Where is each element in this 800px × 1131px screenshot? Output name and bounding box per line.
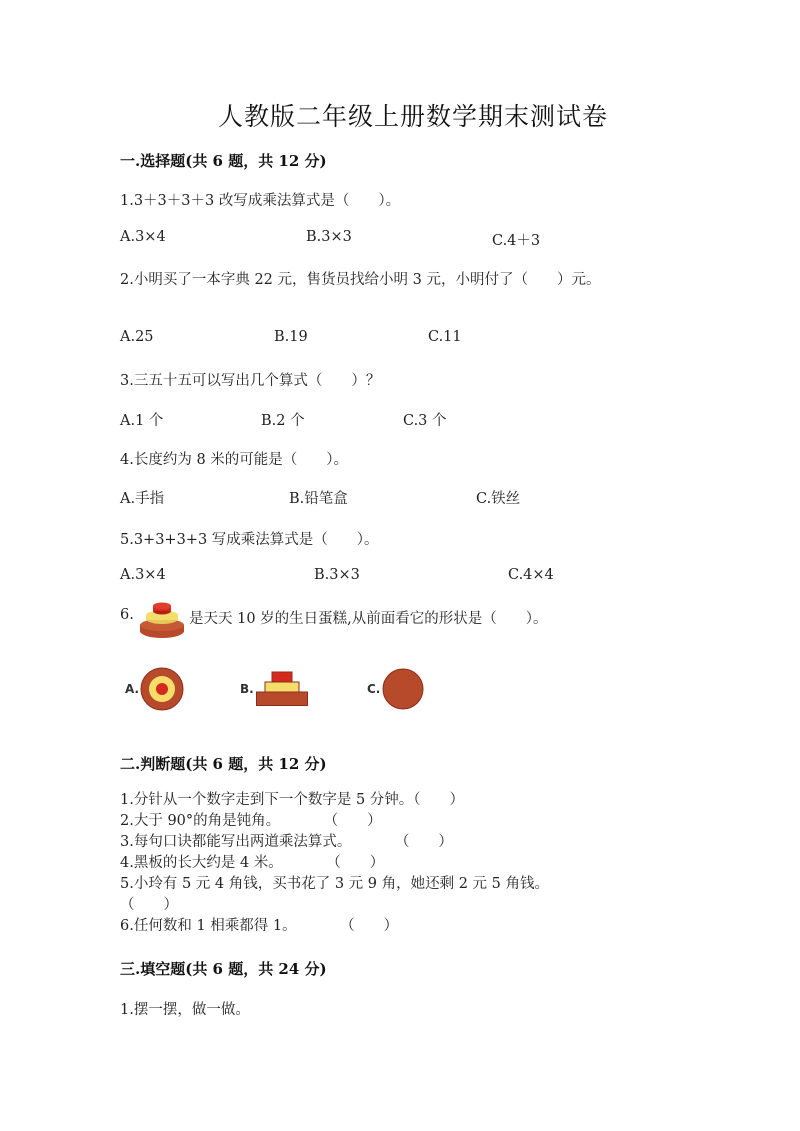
judge-item-6: 6.任何数和 1 相乘都得 1。 （ ） [120, 918, 399, 934]
option-6c-circle [382, 668, 424, 710]
page-title: 人教版二年级上册数学期末测试卷 [218, 102, 609, 131]
judge-item-4: 4.黑板的长大约是 4 米。 （ ） [120, 855, 385, 871]
question-5: 5.3+3+3+3 写成乘法算式是（ ）。 [120, 532, 379, 548]
option-4b: B.铅笔盒 [289, 491, 348, 507]
option-2c: C.11 [428, 329, 462, 345]
option-3b: B.2 个 [261, 413, 305, 429]
option-6c-label: C. [367, 682, 381, 696]
judge-item-5: 5.小玲有 5 元 4 角钱，买书花了 3 元 9 角，她还剩 2 元 5 角钱。 [120, 876, 549, 892]
question-3: 3.三五十五可以写出几个算式（ ）？ [120, 373, 381, 389]
option-1c: C.4＋3 [492, 233, 541, 249]
option-3c: C.3 个 [403, 413, 447, 429]
question-1: 1.3＋3＋3＋3 改写成乘法算式是（ ）。 [120, 193, 401, 209]
question-6-number: 6. [120, 607, 134, 623]
question-4: 4.长度约为 8 米的可能是（ ）。 [120, 452, 349, 468]
option-5a: A.3×4 [120, 567, 166, 583]
section-heading-choice: 一.选择题(共 6 题，共 12 分) [120, 152, 327, 170]
option-6b-label: B. [240, 682, 254, 696]
option-1a: A.3×4 [120, 229, 166, 245]
option-4c: C.铁丝 [476, 491, 521, 507]
option-4a: A.手指 [120, 491, 165, 507]
section-heading-judge: 二.判断题(共 6 题，共 12 分) [120, 755, 327, 773]
option-5c: C.4×4 [508, 567, 554, 583]
option-5b: B.3×3 [314, 567, 360, 583]
judge-item-2: 2.大于 90°的角是钝角。 （ ） [120, 813, 382, 829]
question-2: 2.小明买了一本字典 22 元，售货员找给小明 3 元，小明付了（ ）元。 [120, 272, 601, 288]
section-heading-fill: 三.填空题(共 6 题，共 24 分) [120, 960, 327, 978]
option-1b: B.3×3 [306, 229, 352, 245]
option-6a-top-view [140, 667, 184, 711]
judge-item-3: 3.每句口诀都能写出两道乘法算式。 （ ） [120, 834, 453, 850]
option-2a: A.25 [120, 329, 154, 345]
question-6: 是天天 10 岁的生日蛋糕,从前面看它的形状是（ ）。 [189, 611, 548, 627]
option-2b: B.19 [274, 329, 308, 345]
cake-image [136, 601, 188, 641]
judge-item-5-blank: （ ） [120, 897, 178, 913]
judge-item-1: 1.分针从一个数字走到下一个数字是 5 分钟。（ ） [120, 792, 465, 808]
option-3a: A.1 个 [120, 413, 164, 429]
option-6a-label: A. [125, 682, 140, 696]
fill-question-1: 1.摆一摆，做一做。 [120, 1002, 250, 1018]
option-6b-front-view [256, 670, 308, 706]
